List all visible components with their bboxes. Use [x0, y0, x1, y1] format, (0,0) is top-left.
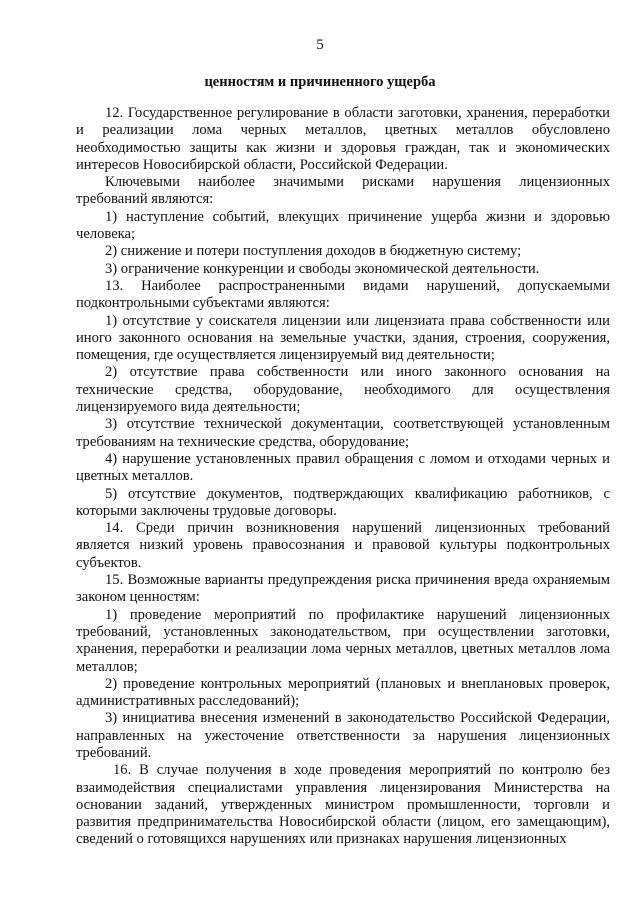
- list-item-violation-2: 2) отсутствие права собственности или иного законного основания на технические средства, оборудование, необходимого для осуществления лицензируемого вида деятельности;: [76, 364, 610, 416]
- document-body: [76, 105, 610, 849]
- section-title: ценностям и причиненного ущерба: [204, 74, 436, 90]
- page-number: 5: [316, 37, 324, 53]
- list-item-violation-4: 4) нарушение установленных правил обращения с ломом и отходами черных и цветных металлов.: [76, 450, 610, 485]
- paragraph-key-risks-intro: Ключевыми наиболее значимыми рисками нарушения лицензионных требований являются:: [76, 174, 610, 208]
- list-item-prevention-2: 2) проведение контрольных мероприятий (плановых и внеплановых проверок, административных расследований);: [76, 675, 610, 710]
- list-item-violation-1: 1) отсутствие у соискателя лицензии или лицензиата права собственности или иного законного основания на земельные участки, здания, строения, сооружения, помещения, где осуществляется лицензируемый вид деятельности;: [76, 312, 610, 364]
- paragraph-12: 12. Государственное регулирование в области заготовки, хранения, переработки и реализации лома черных металлов, цветных металлов обусловлено необходимостью защиты как жизни и здоровья граждан, так и экономических интересов Новосибирской области, Российской Федерации.: [76, 105, 610, 173]
- list-item-risk-2: 2) снижение и потери поступления доходов в бюджетную систему;: [105, 243, 522, 260]
- paragraph-15: 15. Возможные варианты предупреждения риска причинения вреда охраняемым законом ценностям:: [76, 572, 610, 606]
- list-item-prevention-1: 1) проведение мероприятий по профилактике нарушений лицензионных требований, установленных законодательством, при осуществлении заготовки, хранения, переработки и реализации лома черных металлов, цветных металлов лома металлов;: [76, 606, 610, 675]
- paragraph-16: 16. В случае получения в ходе проведения мероприятий по контролю без взаимодействия специалистами управления лицензирования Министерства на основании заданий, утвержденных министром промышленности, торговли и развития предпринимательства Новосибирской области (лицом, его замещающим), сведений о готовящихся нарушениях или признаках нарушения лицензионных: [76, 762, 610, 848]
- paragraph-13: 13. Наиболее распространенными видами нарушений, допускаемыми подконтрольными субъектами являются:: [76, 277, 610, 312]
- list-item-violation-3: 3) отсутствие технической документации, соответствующей установленным требованиям на технические средства, оборудование;: [76, 416, 610, 450]
- list-item-violation-5: 5) отсутствие документов, подтверждающих квалификацию работников, с которыми заключены трудовые договоры.: [76, 485, 610, 519]
- list-item-prevention-3: 3) инициатива внесения изменений в законодательство Российской Федерации, направленных на ужесточение ответственности за нарушения лицензионных требований.: [76, 710, 610, 761]
- list-item-risk-3: 3) ограничение конкуренции и свободы экономической деятельности.: [105, 260, 540, 277]
- paragraph-14: 14. Среди причин возникновения нарушений лицензионных требований является низкий уровень правосознания и правовой культуры подконтрольных субъектов.: [76, 520, 610, 571]
- list-item-risk-1: 1) наступление событий, влекущих причинение ущерба жизни и здоровью человека;: [76, 208, 610, 243]
